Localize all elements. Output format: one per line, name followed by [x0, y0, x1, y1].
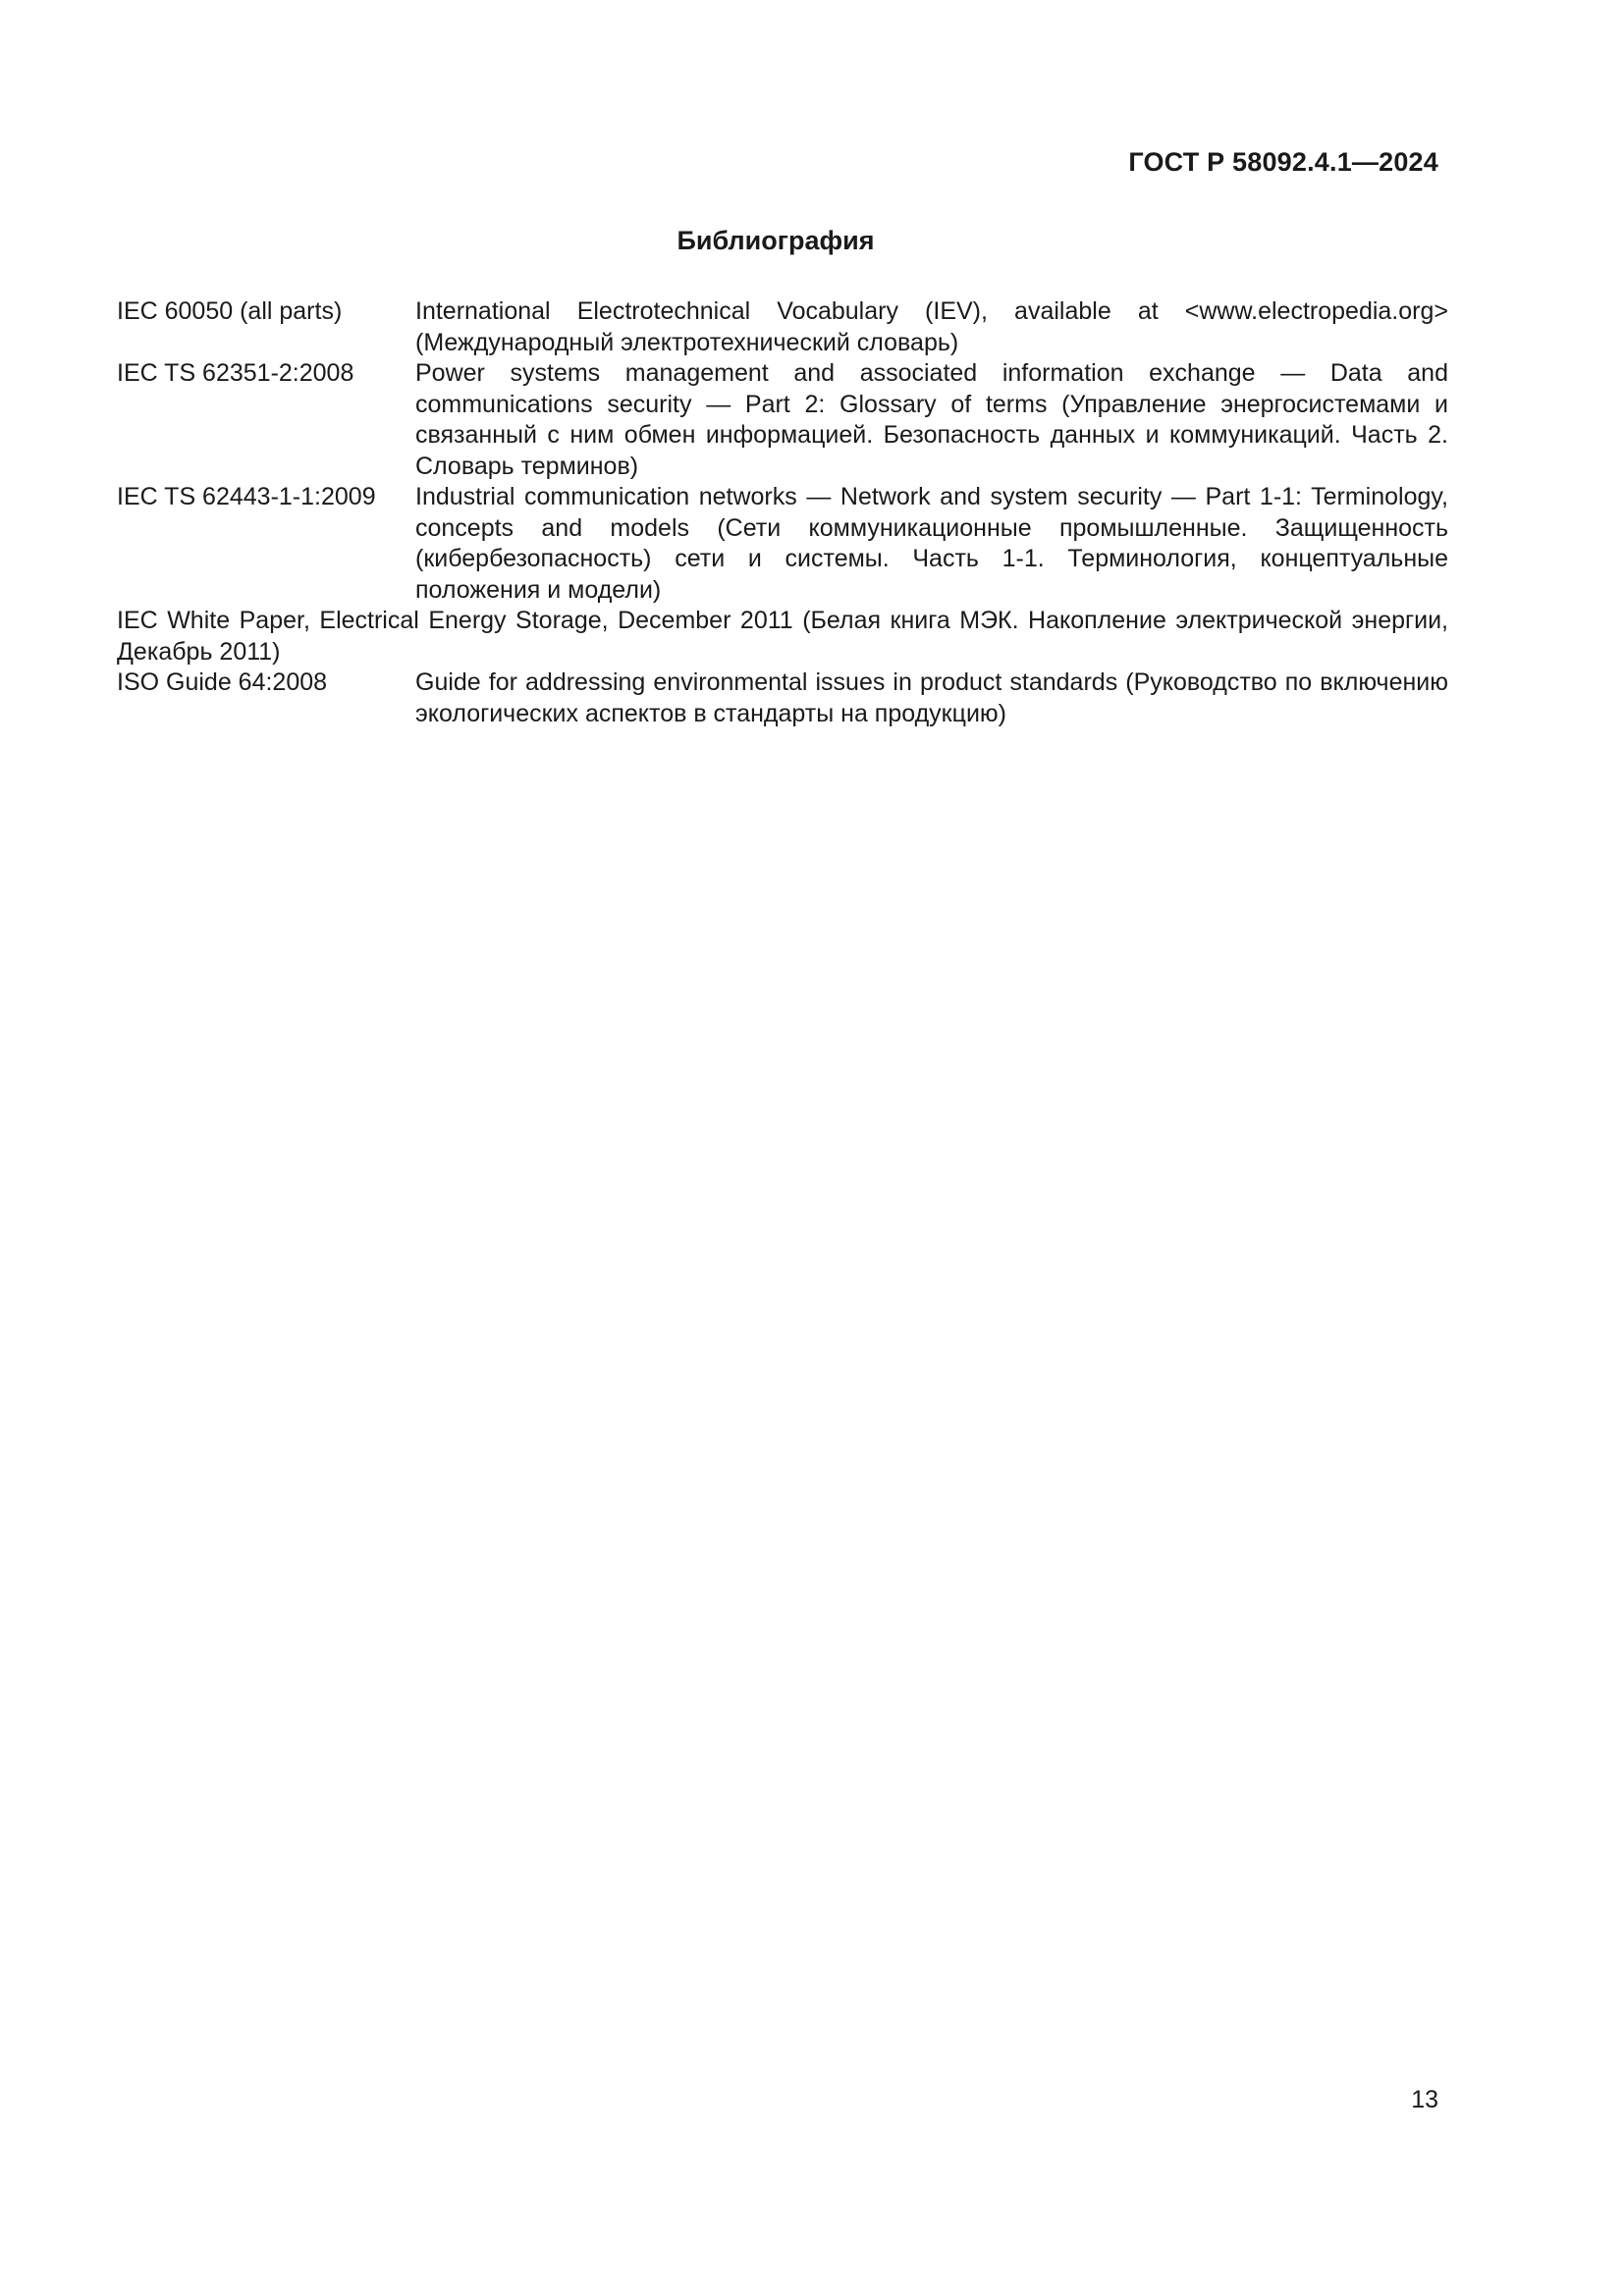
entry-description: Industrial communication networks — Network and system security — Part 1-1: Terminology, concepts and models (Сети коммуникационные промышленные. Защищенность (кибербезопасность) сети и системы. Часть 1-1. Терминология, концептуальные положения и модели)	[415, 483, 1448, 604]
entry-reference: IEC TS 62443-1-1:2009	[117, 483, 376, 510]
page-number: 13	[1411, 2086, 1438, 2113]
bibliography-entry	[117, 606, 1448, 667]
entry-full-text: IEC White Paper, Electrical Energy Storage, December 2011 (Белая книга МЭК. Накопление электрической энергии, Декабрь 2011)	[117, 607, 1448, 666]
bibliography-entry	[117, 296, 1448, 358]
bibliography-entry	[117, 358, 1448, 482]
bibliography-list	[117, 296, 1448, 729]
entry-description: International Electrotechnical Vocabulary (IEV), available at <www.electropedia.org> (Международный электротехнический словарь)	[415, 297, 1448, 356]
entry-reference: ISO Guide 64:2008	[117, 668, 328, 696]
section-title: Библиография	[677, 226, 875, 255]
bibliography-entry	[117, 667, 1448, 729]
entry-reference: IEC 60050 (all parts)	[117, 297, 343, 325]
document-code: ГОСТ Р 58092.4.1—2024	[1128, 147, 1438, 177]
entry-description: Guide for addressing environmental issues in product standards (Руководство по включению экологических аспектов в стандарты на продукцию)	[415, 668, 1448, 727]
entry-description: Power systems management and associated information exchange — Data and communications security — Part 2: Glossary of terms (Управление энергосистемами и связанный с ним обмен информацией. Безопасность данных и коммуникаций. Часть 2. Словарь терминов)	[415, 359, 1448, 480]
entry-reference: IEC TS 62351-2:2008	[117, 359, 354, 387]
bibliography-entry	[117, 482, 1448, 606]
